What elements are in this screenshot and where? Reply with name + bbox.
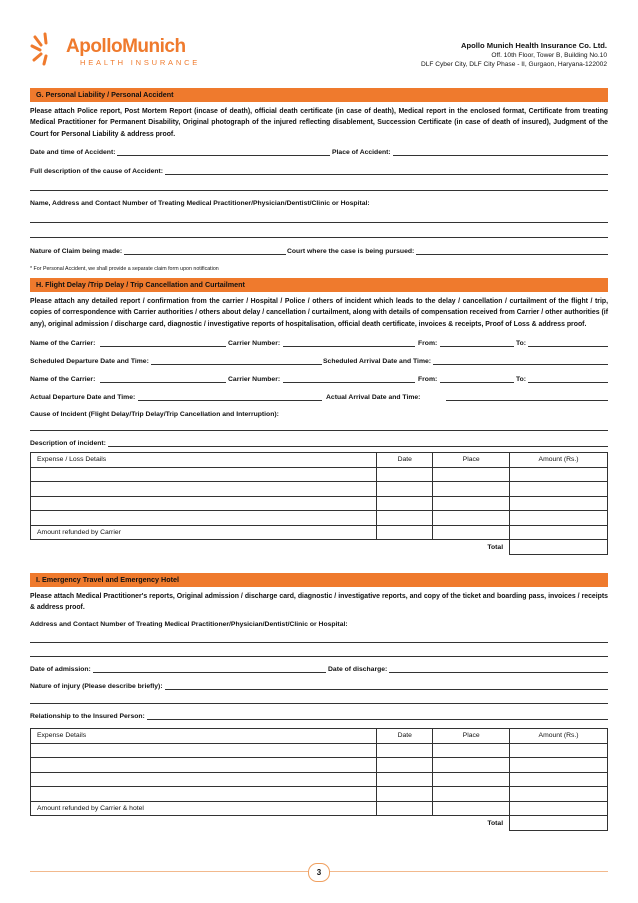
admission-date-field[interactable] xyxy=(92,672,326,673)
from-field-1[interactable] xyxy=(440,346,514,347)
actual-arr-field[interactable] xyxy=(446,400,608,401)
practitioner-field-g-1[interactable] xyxy=(30,222,608,223)
total-row[interactable] xyxy=(31,540,608,555)
accident-place-field[interactable] xyxy=(386,155,608,156)
column-header: Amount (Rs.) xyxy=(510,453,608,468)
carrier-name-field-2[interactable] xyxy=(100,382,226,383)
table-row[interactable] xyxy=(31,743,608,758)
carrier-number-field-2[interactable] xyxy=(283,382,415,383)
column-header: Amount (Rs.) xyxy=(510,729,608,744)
emergency-expense-table xyxy=(30,728,608,831)
practitioner-field-i-2[interactable] xyxy=(30,656,608,657)
injury-field-2[interactable] xyxy=(30,703,608,704)
table-row[interactable] xyxy=(31,758,608,773)
section-g-title: G. Personal Liability / Personal Accident xyxy=(30,88,608,102)
accident-cause-field-2[interactable] xyxy=(30,190,608,191)
table-row[interactable] xyxy=(31,772,608,787)
carrier-number-label-2: Carrier Number: xyxy=(228,376,281,383)
claim-nature-field[interactable] xyxy=(122,254,286,255)
total-label: Total xyxy=(31,540,510,555)
sched-arr-label: Scheduled Arrival Date and Time: xyxy=(323,358,432,365)
column-header: Date xyxy=(377,453,433,468)
court-field[interactable] xyxy=(410,254,608,255)
carrier-number-field-1[interactable] xyxy=(283,346,415,347)
table-row[interactable] xyxy=(31,482,608,497)
table-header-row xyxy=(31,453,608,468)
section-h-instructions: Please attach any detailed report / confirmation from the carrier / Hospital / Police / others of incident which leads to the delay / cancellation / curtailment of the flight / trip, copies of correspondence with Carrier authorities / others about delay / cancellation / curtailment, along with details of compensation received from Carrier / other authorities (if any), original admission / discharge card, diagnostic / investigative reports of hospitalisation, official death certificate, invoices & receipts, Proof of Loss & address proof. xyxy=(30,298,608,328)
practitioner-label-g: Name, Address and Contact Number of Treating Medical Practitioner/Physician/Dentist/Clinic or Hospital: xyxy=(30,200,370,207)
carrier-name-label-2: Name of the Carrier: xyxy=(30,376,96,383)
claim-nature-label: Nature of Claim being made: xyxy=(30,248,123,255)
to-field-2[interactable] xyxy=(528,382,608,383)
refund-row[interactable] xyxy=(31,801,608,816)
table-header-row xyxy=(31,729,608,744)
from-label-2: From: xyxy=(418,376,438,383)
actual-arr-label: Actual Arrival Date and Time: xyxy=(326,394,421,401)
sched-arr-field[interactable] xyxy=(432,364,608,365)
section-h-title: H. Flight Delay /Trip Delay / Trip Cancellation and Curtailment xyxy=(30,278,608,292)
actual-dep-field[interactable] xyxy=(138,400,322,401)
court-label: Court where the case is being pursued: xyxy=(287,248,415,255)
column-header: Date xyxy=(377,729,433,744)
section-g-instructions: Please attach Police report, Post Mortem Report (incase of death), official death certificate (in case of death), Medical report in the enclosed format, Certificate from treating Medical Practitioner for Permanent Disability, Original photograph of the injured reflecting disablement, Succession Certificate (in case of death of insured), Judgment of the Court for Personal Liability & address proof. xyxy=(30,108,608,138)
actual-dep-label: Actual Departure Date and Time: xyxy=(30,394,136,401)
practitioner-label-i: Address and Contact Number of Treating Medical Practitioner/Physician/Dentist/Clinic or Hospital: xyxy=(30,621,348,628)
carrier-number-label-1: Carrier Number: xyxy=(228,340,281,347)
column-header: Expense Details xyxy=(31,729,377,744)
logo xyxy=(30,30,210,70)
accident-date-label: Date and time of Accident: xyxy=(30,149,116,156)
refund-row[interactable] xyxy=(31,525,608,540)
refund-label: Amount refunded by Carrier & hotel xyxy=(31,801,377,816)
table-row[interactable] xyxy=(31,467,608,482)
admission-date-label: Date of admission: xyxy=(30,666,91,673)
relationship-field[interactable] xyxy=(146,719,608,720)
injury-field[interactable] xyxy=(162,689,608,690)
column-header: Place xyxy=(433,453,510,468)
from-label-1: From: xyxy=(418,340,438,347)
to-label-1: To: xyxy=(516,340,527,347)
practitioner-field-i-1[interactable] xyxy=(30,642,608,643)
accident-place-label: Place of Accident: xyxy=(332,149,391,156)
sun-logo-icon xyxy=(30,32,64,66)
injury-label: Nature of injury (Please describe briefly): xyxy=(30,683,163,690)
column-header: Place xyxy=(433,729,510,744)
flight-expense-table xyxy=(30,452,608,555)
incident-cause-label: Cause of Incident (Flight Delay/Trip Delay/Trip Cancellation and Interruption): xyxy=(30,411,279,418)
logo-brand: ApolloMunich xyxy=(66,36,186,57)
logo-sub: HEALTH INSURANCE xyxy=(80,58,201,67)
accident-cause-field[interactable] xyxy=(160,174,608,175)
total-label: Total xyxy=(31,816,510,831)
sched-dep-label: Scheduled Departure Date and Time: xyxy=(30,358,149,365)
discharge-date-field[interactable] xyxy=(386,672,608,673)
address-line-1: Off. 10th Floor, Tower B, Building No.10 xyxy=(491,51,607,59)
to-label-2: To: xyxy=(516,376,527,383)
sched-dep-field[interactable] xyxy=(150,364,322,365)
incident-description-label: Description of incident: xyxy=(30,440,106,447)
incident-cause-field[interactable] xyxy=(30,430,608,431)
table-row[interactable] xyxy=(31,787,608,802)
company-name: Apollo Munich Health Insurance Co. Ltd. xyxy=(461,41,607,50)
column-header: Expense / Loss Details xyxy=(31,453,377,468)
practitioner-field-g-2[interactable] xyxy=(30,237,608,238)
discharge-date-label: Date of discharge: xyxy=(328,666,388,673)
carrier-name-label-1: Name of the Carrier: xyxy=(30,340,96,347)
company-address xyxy=(421,41,607,70)
to-field-1[interactable] xyxy=(528,346,608,347)
personal-accident-note: * For Personal Accident, we shall provide a separate claim form upon notification xyxy=(30,266,219,272)
carrier-name-field-1[interactable] xyxy=(100,346,226,347)
incident-description-field[interactable] xyxy=(104,446,608,447)
relationship-label: Relationship to the Insured Person: xyxy=(30,713,145,720)
total-row[interactable] xyxy=(31,816,608,831)
table-row[interactable] xyxy=(31,496,608,511)
from-field-2[interactable] xyxy=(440,382,514,383)
address-line-2: DLF Cyber City, DLF City Phase - II, Gurgaon, Haryana-122002 xyxy=(420,61,607,68)
refund-label: Amount refunded by Carrier xyxy=(31,525,377,540)
accident-date-field[interactable] xyxy=(112,155,330,156)
page-number: 3 xyxy=(308,863,330,882)
table-row[interactable] xyxy=(31,511,608,526)
section-i-title: I. Emergency Travel and Emergency Hotel xyxy=(30,573,608,587)
accident-cause-label: Full description of the cause of Accident: xyxy=(30,168,164,175)
section-i-instructions: Please attach Medical Practitioner's reports, Original admission / discharge card, diagnostic / investigative reports, and copy of the ticket and boarding pass, invoices / receipts & address proof. xyxy=(30,593,608,612)
